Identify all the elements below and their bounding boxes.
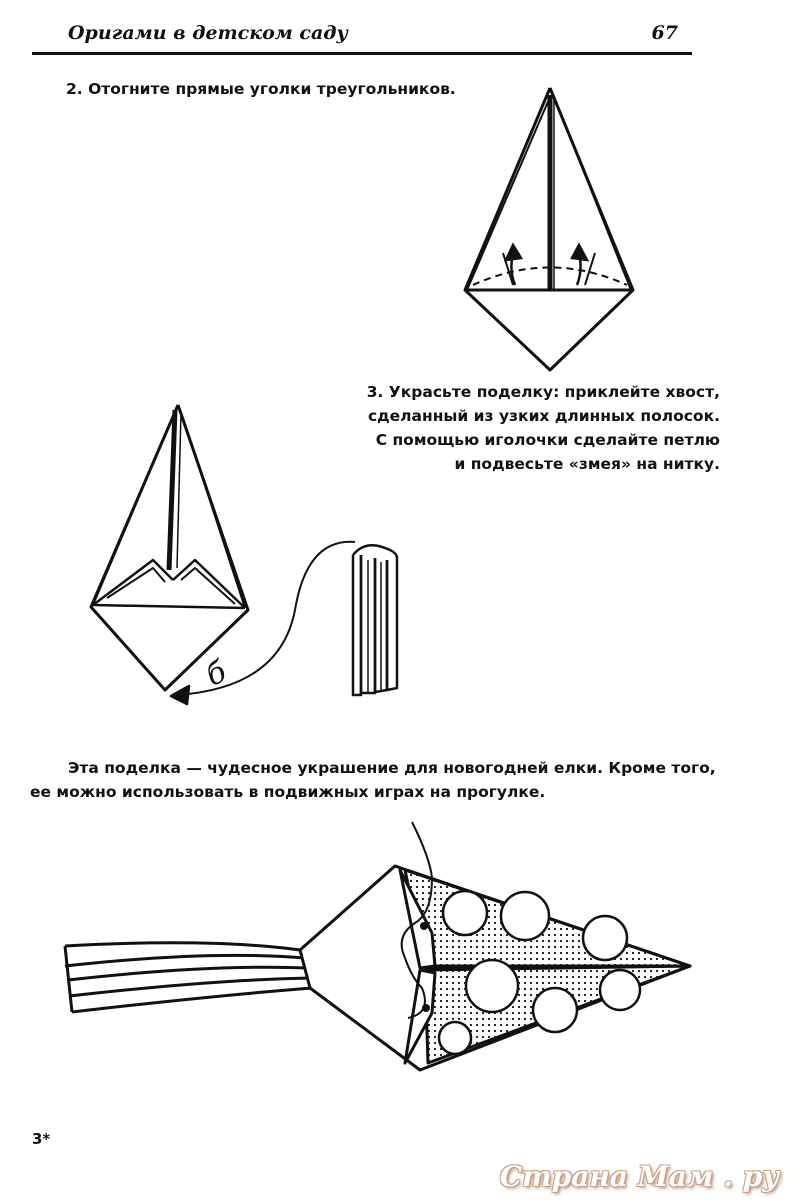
step-3-line-1: 3. Украсьте поделку: приклейте хвост,: [366, 383, 720, 401]
kite-center-rib: [169, 410, 175, 570]
curved-arrow: [177, 542, 355, 695]
kite-spine: [425, 966, 690, 968]
thread-knot-bottom: [422, 1004, 430, 1012]
tail-strip-4: [387, 558, 397, 690]
header-rule: [32, 52, 692, 55]
step-3-line-3: С помощью иголочки сделайте петлю: [375, 431, 720, 449]
kite-fold-left: [93, 412, 175, 605]
thread-knot-top: [420, 922, 428, 930]
folded-corner-left: [93, 560, 173, 605]
kite-tail: [65, 943, 312, 1012]
curved-arrow-head: [171, 686, 189, 704]
description-paragraph: Эта поделка — чудесное украшение для новогодней елки. Кроме того, ее можно использовать в подвижных играх на прогулке.: [30, 759, 716, 801]
step-3-line-2: сделанный из узких длинных полосок.: [367, 407, 720, 425]
fold-arrow-left-head: [506, 245, 521, 260]
footnote-marker: 3*: [32, 1130, 51, 1148]
page-header: [32, 22, 692, 56]
tail-strip-top: [353, 545, 397, 558]
site-watermark: Страна Мам . ру: [499, 1160, 779, 1193]
kite-crossbar: [93, 605, 245, 608]
step-3-line-4: и подвесьте «змея» на нитку.: [454, 455, 720, 473]
figure-step-2: [455, 85, 645, 375]
figure-label-b: б: [200, 654, 232, 694]
figure-step-3: [85, 400, 415, 705]
fold-arrow-right-head: [572, 245, 587, 260]
book-title: Оригами в детском саду: [68, 22, 348, 44]
kite-center-rib-inner: [177, 412, 181, 568]
page-number: 67: [651, 22, 678, 44]
step-2-instruction: 2. Отогните прямые уголки треугольников.: [66, 80, 456, 98]
kite-fold-left: [467, 97, 550, 290]
figure-finished-kite: [60, 818, 720, 1108]
